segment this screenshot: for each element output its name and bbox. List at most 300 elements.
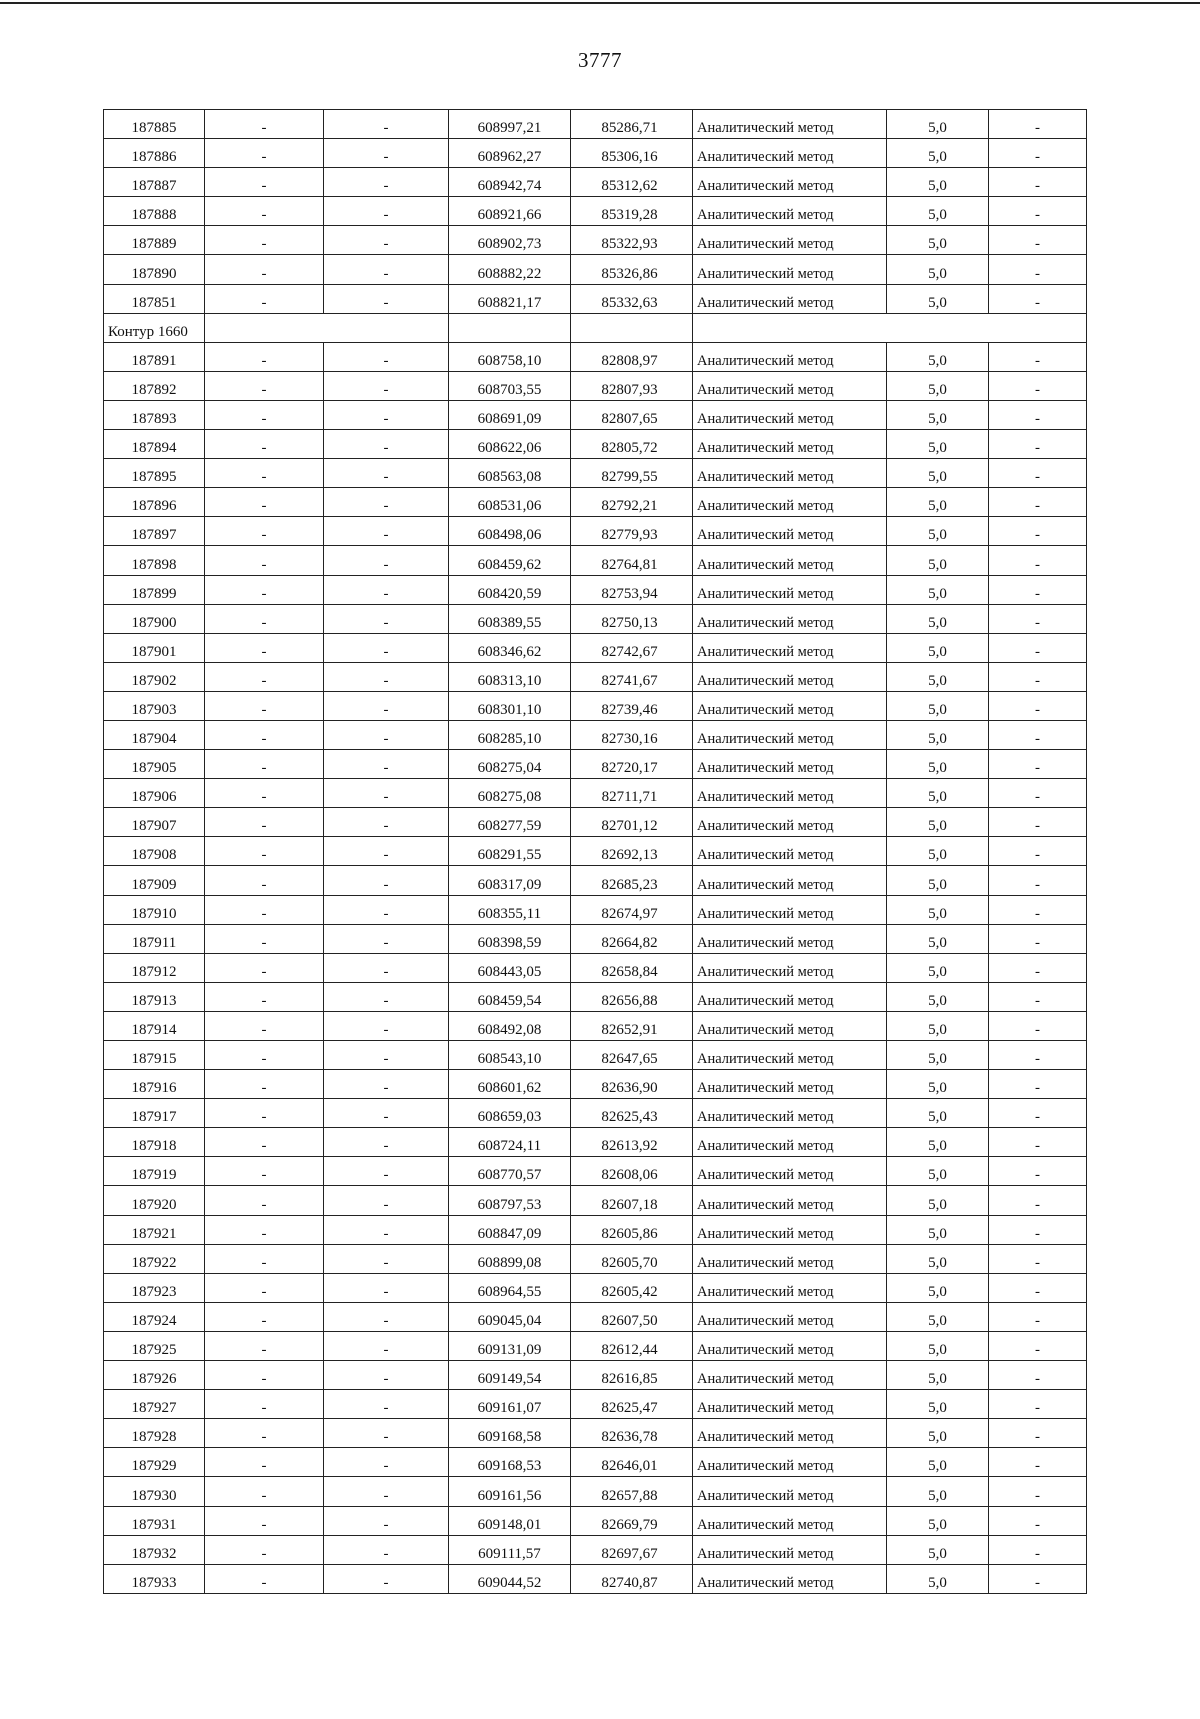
method-cell: Аналитический метод	[693, 1419, 887, 1448]
point-number-cell: 187910	[104, 895, 205, 924]
column-3-cell: -	[324, 604, 449, 633]
column-3-cell: -	[324, 1535, 449, 1564]
column-3-cell: -	[324, 430, 449, 459]
method-cell: Аналитический метод	[693, 1477, 887, 1506]
point-number-cell: 187932	[104, 1535, 205, 1564]
column-9-cell: -	[989, 1302, 1087, 1331]
column-2-cell: -	[205, 139, 324, 168]
table-row	[104, 488, 1087, 517]
x-coordinate-cell: 608275,04	[449, 750, 571, 779]
x-coordinate-cell: 608531,06	[449, 488, 571, 517]
column-9-cell: -	[989, 1564, 1087, 1593]
column-2-cell: -	[205, 1070, 324, 1099]
column-3-cell: -	[324, 546, 449, 575]
column-9-cell: -	[989, 226, 1087, 255]
column-3-cell: -	[324, 1186, 449, 1215]
column-9-cell: -	[989, 1506, 1087, 1535]
column-9-cell: -	[989, 255, 1087, 284]
y-coordinate-cell: 82669,79	[571, 1506, 693, 1535]
y-coordinate-cell: 82658,84	[571, 953, 693, 982]
table-row	[104, 982, 1087, 1011]
x-coordinate-cell: 608902,73	[449, 226, 571, 255]
method-cell: Аналитический метод	[693, 866, 887, 895]
method-cell: Аналитический метод	[693, 575, 887, 604]
point-number-cell: 187922	[104, 1244, 205, 1273]
point-number-cell: 187890	[104, 255, 205, 284]
column-3-cell: -	[324, 750, 449, 779]
column-2-cell: -	[205, 226, 324, 255]
column-3-cell: -	[324, 342, 449, 371]
accuracy-cell: 5,0	[887, 139, 989, 168]
accuracy-cell: 5,0	[887, 1186, 989, 1215]
column-2-cell: -	[205, 1244, 324, 1273]
table-row	[104, 953, 1087, 982]
x-coordinate-cell: 608758,10	[449, 342, 571, 371]
table-row	[104, 1157, 1087, 1186]
table-row	[104, 691, 1087, 720]
column-9-cell: -	[989, 1390, 1087, 1419]
point-number-cell: 187902	[104, 662, 205, 691]
column-2-cell: -	[205, 895, 324, 924]
y-coordinate-cell: 82616,85	[571, 1361, 693, 1390]
column-2-cell: -	[205, 866, 324, 895]
method-cell: Аналитический метод	[693, 110, 887, 139]
table-row	[104, 255, 1087, 284]
column-9-cell: -	[989, 546, 1087, 575]
column-3-cell: -	[324, 808, 449, 837]
point-number-cell: 187892	[104, 371, 205, 400]
column-9-cell: -	[989, 1477, 1087, 1506]
method-cell: Аналитический метод	[693, 1011, 887, 1040]
column-3-cell: -	[324, 371, 449, 400]
column-2-cell: -	[205, 459, 324, 488]
method-cell: Аналитический метод	[693, 255, 887, 284]
column-9-cell: -	[989, 430, 1087, 459]
table-row	[104, 1011, 1087, 1040]
y-coordinate-cell: 82808,97	[571, 342, 693, 371]
point-number-cell: 187911	[104, 924, 205, 953]
column-2-cell: -	[205, 110, 324, 139]
x-coordinate-cell: 608275,08	[449, 779, 571, 808]
column-9-cell: -	[989, 750, 1087, 779]
x-coordinate-cell: 608921,66	[449, 197, 571, 226]
table-row	[104, 1331, 1087, 1360]
method-cell: Аналитический метод	[693, 1302, 887, 1331]
accuracy-cell: 5,0	[887, 371, 989, 400]
table-row	[104, 750, 1087, 779]
point-number-cell: 187917	[104, 1099, 205, 1128]
column-9-cell: -	[989, 1215, 1087, 1244]
accuracy-cell: 5,0	[887, 1535, 989, 1564]
table-row	[104, 1448, 1087, 1477]
table-row	[104, 139, 1087, 168]
point-number-cell: 187894	[104, 430, 205, 459]
column-9-cell: -	[989, 953, 1087, 982]
y-coordinate-cell: 82664,82	[571, 924, 693, 953]
y-coordinate-cell: 82625,47	[571, 1390, 693, 1419]
point-number-cell: 187885	[104, 110, 205, 139]
column-2-cell: -	[205, 342, 324, 371]
column-9-cell: -	[989, 779, 1087, 808]
accuracy-cell: 5,0	[887, 255, 989, 284]
column-9-cell: -	[989, 139, 1087, 168]
method-cell: Аналитический метод	[693, 924, 887, 953]
column-9-cell: -	[989, 168, 1087, 197]
table-row	[104, 197, 1087, 226]
point-number-cell: 187929	[104, 1448, 205, 1477]
accuracy-cell: 5,0	[887, 750, 989, 779]
x-coordinate-cell: 608313,10	[449, 662, 571, 691]
y-coordinate-cell: 82739,46	[571, 691, 693, 720]
column-2-cell: -	[205, 168, 324, 197]
column-2-cell: -	[205, 808, 324, 837]
column-3-cell: -	[324, 633, 449, 662]
column-2-cell: -	[205, 1157, 324, 1186]
point-number-cell: 187925	[104, 1331, 205, 1360]
method-cell: Аналитический метод	[693, 1041, 887, 1070]
x-coordinate-cell: 609161,56	[449, 1477, 571, 1506]
column-9-cell: -	[989, 1535, 1087, 1564]
table-row	[104, 1215, 1087, 1244]
y-coordinate-cell: 82636,78	[571, 1419, 693, 1448]
accuracy-cell: 5,0	[887, 1477, 989, 1506]
accuracy-cell: 5,0	[887, 1157, 989, 1186]
method-cell: Аналитический метод	[693, 342, 887, 371]
y-coordinate-cell: 82625,43	[571, 1099, 693, 1128]
y-coordinate-cell: 82656,88	[571, 982, 693, 1011]
method-cell: Аналитический метод	[693, 1070, 887, 1099]
column-2-cell: -	[205, 982, 324, 1011]
method-cell: Аналитический метод	[693, 1361, 887, 1390]
table-row	[104, 546, 1087, 575]
method-cell: Аналитический метод	[693, 953, 887, 982]
method-cell: Аналитический метод	[693, 1273, 887, 1302]
accuracy-cell: 5,0	[887, 604, 989, 633]
column-9-cell: -	[989, 604, 1087, 633]
point-number-cell: 187915	[104, 1041, 205, 1070]
column-9-cell: -	[989, 197, 1087, 226]
column-3-cell: -	[324, 837, 449, 866]
method-cell: Аналитический метод	[693, 1186, 887, 1215]
point-number-cell: 187899	[104, 575, 205, 604]
accuracy-cell: 5,0	[887, 895, 989, 924]
x-coordinate-cell: 608770,57	[449, 1157, 571, 1186]
column-3-cell: -	[324, 1011, 449, 1040]
method-cell: Аналитический метод	[693, 197, 887, 226]
page-number: 3777	[578, 48, 622, 72]
y-coordinate-cell: 82805,72	[571, 430, 693, 459]
x-coordinate-cell: 608964,55	[449, 1273, 571, 1302]
point-number-cell: 187923	[104, 1273, 205, 1302]
column-9-cell: -	[989, 1099, 1087, 1128]
column-9-cell: -	[989, 110, 1087, 139]
point-number-cell: 187920	[104, 1186, 205, 1215]
column-3-cell: -	[324, 517, 449, 546]
column-3-cell: -	[324, 982, 449, 1011]
column-9-cell: -	[989, 1244, 1087, 1273]
column-3-cell: -	[324, 779, 449, 808]
accuracy-cell: 5,0	[887, 197, 989, 226]
method-cell: Аналитический метод	[693, 371, 887, 400]
column-2-cell: -	[205, 750, 324, 779]
y-coordinate-cell: 82636,90	[571, 1070, 693, 1099]
method-cell: Аналитический метод	[693, 1215, 887, 1244]
point-number-cell: 187895	[104, 459, 205, 488]
x-coordinate-cell: 609148,01	[449, 1506, 571, 1535]
accuracy-cell: 5,0	[887, 633, 989, 662]
column-2-cell: -	[205, 1099, 324, 1128]
accuracy-cell: 5,0	[887, 168, 989, 197]
x-coordinate-cell: 609149,54	[449, 1361, 571, 1390]
column-3-cell: -	[324, 1128, 449, 1157]
x-coordinate-cell: 609168,53	[449, 1448, 571, 1477]
column-3-cell: -	[324, 1361, 449, 1390]
y-coordinate-cell: 82647,65	[571, 1041, 693, 1070]
column-9-cell: -	[989, 1361, 1087, 1390]
accuracy-cell: 5,0	[887, 400, 989, 429]
table-row	[104, 633, 1087, 662]
column-3-cell: -	[324, 168, 449, 197]
column-3-cell: -	[324, 1215, 449, 1244]
table-row	[104, 342, 1087, 371]
accuracy-cell: 5,0	[887, 1011, 989, 1040]
column-3-cell: -	[324, 1448, 449, 1477]
contour-label-cell: Контур 1660	[104, 313, 205, 342]
column-2-cell: -	[205, 575, 324, 604]
column-9-cell: -	[989, 1331, 1087, 1360]
accuracy-cell: 5,0	[887, 1564, 989, 1593]
column-9-cell: -	[989, 400, 1087, 429]
y-coordinate-cell: 82792,21	[571, 488, 693, 517]
accuracy-cell: 5,0	[887, 779, 989, 808]
column-9-cell: -	[989, 866, 1087, 895]
y-coordinate-cell: 82799,55	[571, 459, 693, 488]
point-number-cell: 187900	[104, 604, 205, 633]
empty-cell	[449, 313, 571, 342]
table-row	[104, 1390, 1087, 1419]
x-coordinate-cell: 608317,09	[449, 866, 571, 895]
y-coordinate-cell: 85312,62	[571, 168, 693, 197]
y-coordinate-cell: 82605,42	[571, 1273, 693, 1302]
column-2-cell: -	[205, 1506, 324, 1535]
point-number-cell: 187933	[104, 1564, 205, 1593]
x-coordinate-cell: 608942,74	[449, 168, 571, 197]
accuracy-cell: 5,0	[887, 837, 989, 866]
column-9-cell: -	[989, 488, 1087, 517]
accuracy-cell: 5,0	[887, 284, 989, 313]
accuracy-cell: 5,0	[887, 1070, 989, 1099]
x-coordinate-cell: 608285,10	[449, 720, 571, 749]
column-9-cell: -	[989, 1448, 1087, 1477]
column-3-cell: -	[324, 1041, 449, 1070]
y-coordinate-cell: 85286,71	[571, 110, 693, 139]
column-2-cell: -	[205, 430, 324, 459]
column-3-cell: -	[324, 1477, 449, 1506]
table-row	[104, 1070, 1087, 1099]
y-coordinate-cell: 82607,18	[571, 1186, 693, 1215]
point-number-cell: 187912	[104, 953, 205, 982]
point-number-cell: 187886	[104, 139, 205, 168]
method-cell: Аналитический метод	[693, 400, 887, 429]
y-coordinate-cell: 82608,06	[571, 1157, 693, 1186]
table-row	[104, 1361, 1087, 1390]
table-row	[104, 1041, 1087, 1070]
column-2-cell: -	[205, 1302, 324, 1331]
method-cell: Аналитический метод	[693, 459, 887, 488]
accuracy-cell: 5,0	[887, 1244, 989, 1273]
accuracy-cell: 5,0	[887, 1215, 989, 1244]
column-2-cell: -	[205, 1186, 324, 1215]
column-2-cell: -	[205, 517, 324, 546]
table-row	[104, 400, 1087, 429]
table-row	[104, 284, 1087, 313]
column-3-cell: -	[324, 139, 449, 168]
column-2-cell: -	[205, 1564, 324, 1593]
y-coordinate-cell: 82607,50	[571, 1302, 693, 1331]
x-coordinate-cell: 608659,03	[449, 1099, 571, 1128]
column-9-cell: -	[989, 982, 1087, 1011]
coordinates-table-body	[104, 110, 1087, 1594]
empty-cell	[693, 313, 1087, 342]
column-9-cell: -	[989, 720, 1087, 749]
accuracy-cell: 5,0	[887, 459, 989, 488]
method-cell: Аналитический метод	[693, 1448, 887, 1477]
table-row	[104, 866, 1087, 895]
accuracy-cell: 5,0	[887, 982, 989, 1011]
column-2-cell: -	[205, 662, 324, 691]
x-coordinate-cell: 608601,62	[449, 1070, 571, 1099]
y-coordinate-cell: 82652,91	[571, 1011, 693, 1040]
point-number-cell: 187903	[104, 691, 205, 720]
table-row	[104, 575, 1087, 604]
column-9-cell: -	[989, 691, 1087, 720]
column-2-cell: -	[205, 1535, 324, 1564]
y-coordinate-cell: 82753,94	[571, 575, 693, 604]
table-row	[104, 837, 1087, 866]
x-coordinate-cell: 608443,05	[449, 953, 571, 982]
point-number-cell: 187905	[104, 750, 205, 779]
column-3-cell: -	[324, 488, 449, 517]
point-number-cell: 187889	[104, 226, 205, 255]
x-coordinate-cell: 608498,06	[449, 517, 571, 546]
table-row	[104, 1186, 1087, 1215]
column-3-cell: -	[324, 1302, 449, 1331]
x-coordinate-cell: 608277,59	[449, 808, 571, 837]
point-number-cell: 187926	[104, 1361, 205, 1390]
method-cell: Аналитический метод	[693, 808, 887, 837]
column-2-cell: -	[205, 1011, 324, 1040]
column-2-cell: -	[205, 924, 324, 953]
table-row	[104, 779, 1087, 808]
table-row	[104, 1535, 1087, 1564]
x-coordinate-cell: 608997,21	[449, 110, 571, 139]
point-number-cell: 187921	[104, 1215, 205, 1244]
method-cell: Аналитический метод	[693, 662, 887, 691]
point-number-cell: 187931	[104, 1506, 205, 1535]
method-cell: Аналитический метод	[693, 1157, 887, 1186]
point-number-cell: 187893	[104, 400, 205, 429]
accuracy-cell: 5,0	[887, 1099, 989, 1128]
column-2-cell: -	[205, 1041, 324, 1070]
accuracy-cell: 5,0	[887, 110, 989, 139]
column-2-cell: -	[205, 1273, 324, 1302]
method-cell: Аналитический метод	[693, 1564, 887, 1593]
point-number-cell: 187927	[104, 1390, 205, 1419]
method-cell: Аналитический метод	[693, 1244, 887, 1273]
method-cell: Аналитический метод	[693, 139, 887, 168]
column-9-cell: -	[989, 662, 1087, 691]
column-3-cell: -	[324, 255, 449, 284]
method-cell: Аналитический метод	[693, 284, 887, 313]
column-2-cell: -	[205, 255, 324, 284]
x-coordinate-cell: 608899,08	[449, 1244, 571, 1273]
method-cell: Аналитический метод	[693, 226, 887, 255]
method-cell: Аналитический метод	[693, 488, 887, 517]
accuracy-cell: 5,0	[887, 1128, 989, 1157]
x-coordinate-cell: 608291,55	[449, 837, 571, 866]
method-cell: Аналитический метод	[693, 720, 887, 749]
y-coordinate-cell: 82605,70	[571, 1244, 693, 1273]
column-2-cell: -	[205, 371, 324, 400]
y-coordinate-cell: 85332,63	[571, 284, 693, 313]
column-3-cell: -	[324, 953, 449, 982]
column-2-cell: -	[205, 400, 324, 429]
method-cell: Аналитический метод	[693, 1099, 887, 1128]
point-number-cell: 187918	[104, 1128, 205, 1157]
point-number-cell: 187896	[104, 488, 205, 517]
y-coordinate-cell: 82657,88	[571, 1477, 693, 1506]
column-9-cell: -	[989, 1128, 1087, 1157]
y-coordinate-cell: 82612,44	[571, 1331, 693, 1360]
column-3-cell: -	[324, 1506, 449, 1535]
column-3-cell: -	[324, 110, 449, 139]
y-coordinate-cell: 82646,01	[571, 1448, 693, 1477]
method-cell: Аналитический метод	[693, 517, 887, 546]
x-coordinate-cell: 608691,09	[449, 400, 571, 429]
y-coordinate-cell: 82605,86	[571, 1215, 693, 1244]
y-coordinate-cell: 82711,71	[571, 779, 693, 808]
column-9-cell: -	[989, 517, 1087, 546]
column-2-cell: -	[205, 1361, 324, 1390]
table-row	[104, 1506, 1087, 1535]
column-9-cell: -	[989, 459, 1087, 488]
x-coordinate-cell: 608821,17	[449, 284, 571, 313]
point-number-cell: 187924	[104, 1302, 205, 1331]
x-coordinate-cell: 608962,27	[449, 139, 571, 168]
column-3-cell: -	[324, 1273, 449, 1302]
column-3-cell: -	[324, 691, 449, 720]
column-3-cell: -	[324, 197, 449, 226]
column-2-cell: -	[205, 546, 324, 575]
point-number-cell: 187913	[104, 982, 205, 1011]
column-3-cell: -	[324, 866, 449, 895]
table-row	[104, 110, 1087, 139]
table-row	[104, 430, 1087, 459]
x-coordinate-cell: 608459,54	[449, 982, 571, 1011]
column-2-cell: -	[205, 1331, 324, 1360]
table-row	[104, 459, 1087, 488]
accuracy-cell: 5,0	[887, 1419, 989, 1448]
table-row	[104, 720, 1087, 749]
column-9-cell: -	[989, 633, 1087, 662]
x-coordinate-cell: 608301,10	[449, 691, 571, 720]
column-3-cell: -	[324, 1564, 449, 1593]
column-9-cell: -	[989, 1186, 1087, 1215]
x-coordinate-cell: 608563,08	[449, 459, 571, 488]
x-coordinate-cell: 608882,22	[449, 255, 571, 284]
x-coordinate-cell: 609131,09	[449, 1331, 571, 1360]
accuracy-cell: 5,0	[887, 226, 989, 255]
